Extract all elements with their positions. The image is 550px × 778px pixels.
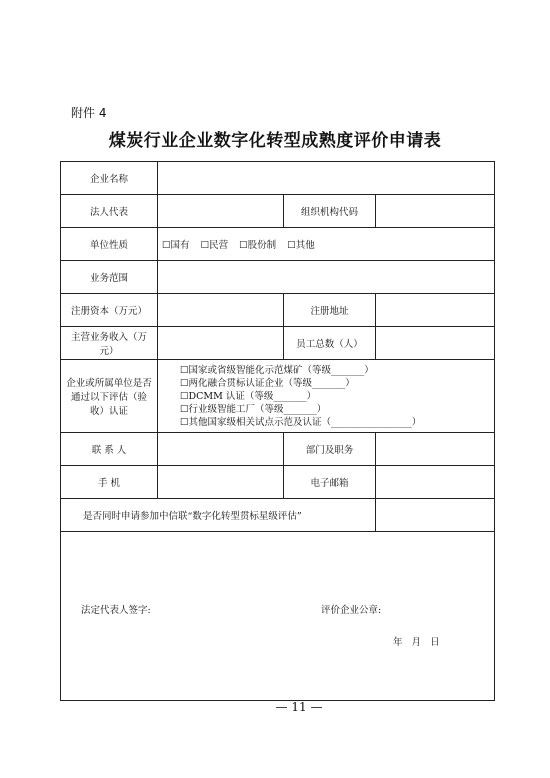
main-revenue-field[interactable]: [158, 327, 284, 360]
unit-nature-label: 单位性质: [61, 228, 158, 261]
cert-other[interactable]: ☐其他国家级相关试点示范及认证（_________________）: [180, 416, 422, 428]
main-revenue-label: 主营业务收入（万元）: [61, 327, 158, 360]
attachment-label: 附件 4: [71, 106, 107, 120]
option-private[interactable]: ☐民营: [200, 240, 229, 251]
certification-label: 企业或所属单位是否通过以下评估（验收）认证: [61, 360, 158, 433]
page-number: — 11 —: [275, 700, 323, 714]
unit-nature-options: [158, 228, 495, 261]
row-certification: [61, 360, 495, 433]
business-scope-field[interactable]: [158, 261, 495, 294]
legal-rep-field[interactable]: [158, 195, 284, 228]
business-scope-label: 业务范围: [61, 261, 158, 294]
mobile-label: 手 机: [61, 466, 158, 499]
application-form-table: [60, 161, 495, 701]
org-code-field[interactable]: [376, 195, 495, 228]
date-label: 年 月 日: [393, 637, 440, 648]
company-name-label: 企业名称: [61, 162, 158, 195]
row-legal-rep: [61, 195, 495, 228]
signature-area: [61, 532, 495, 701]
option-joint-stock[interactable]: ☐股份制: [239, 240, 277, 251]
page-number-value: 11: [291, 700, 307, 714]
cert-dcmm[interactable]: ☐DCMM 认证（等级_______）: [180, 390, 317, 402]
legal-rep-label: 法人代表: [61, 195, 158, 228]
zhongxin-apply-label: 是否同时申请参加中信联“数字化转型贯标星级评估”: [61, 499, 376, 532]
registered-capital-field[interactable]: [158, 294, 284, 327]
mobile-field[interactable]: [158, 466, 284, 499]
company-seal-label: 评价企业公章:: [321, 605, 382, 616]
registered-capital-label: 注册资本（万元）: [61, 294, 158, 327]
row-signature: [61, 532, 495, 701]
row-main-revenue: [61, 327, 495, 360]
row-registered-capital: [61, 294, 495, 327]
certification-options: [158, 360, 495, 433]
staff-total-field[interactable]: [376, 327, 495, 360]
registered-address-field[interactable]: [376, 294, 495, 327]
row-mobile: [61, 466, 495, 499]
contact-field[interactable]: [158, 433, 284, 466]
zhongxin-apply-field[interactable]: [376, 499, 495, 532]
form-title: 煤炭行业企业数字化转型成熟度评价申请表: [108, 131, 442, 151]
row-company-name: [61, 162, 495, 195]
staff-total-label: 员工总数（人）: [284, 327, 376, 360]
registered-address-label: 注册地址: [284, 294, 376, 327]
email-field[interactable]: [376, 466, 495, 499]
department-label: 部门及职务: [284, 433, 376, 466]
org-code-label: 组织机构代码: [284, 195, 376, 228]
cert-two-integration[interactable]: ☐两化融合贯标认证企业（等级_______）: [180, 377, 355, 389]
cert-smart-factory[interactable]: ☐行业级智能工厂（等级_______）: [180, 403, 327, 415]
company-name-field[interactable]: [158, 162, 495, 195]
option-state-owned[interactable]: ☐国有: [162, 240, 190, 251]
cert-intelligent-mine[interactable]: ☐国家或省级智能化示范煤矿（等级_______）: [180, 364, 374, 376]
row-zhongxin-apply: [61, 499, 495, 532]
email-label: 电子邮箱: [284, 466, 376, 499]
row-unit-nature: [61, 228, 495, 261]
row-contact: [61, 433, 495, 466]
department-field[interactable]: [376, 433, 495, 466]
option-other[interactable]: ☐其他: [287, 240, 315, 251]
row-business-scope: [61, 261, 495, 294]
legal-rep-signature-label: 法定代表人签字:: [81, 605, 151, 616]
contact-label: 联 系 人: [61, 433, 158, 466]
